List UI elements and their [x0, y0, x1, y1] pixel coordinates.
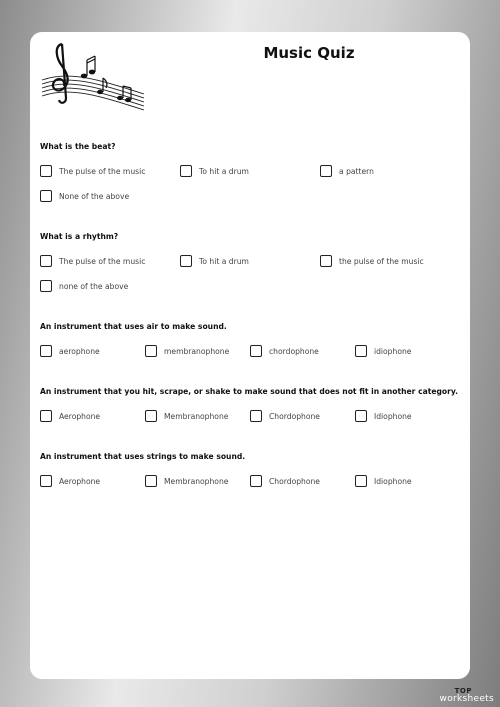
question-1-option-4[interactable]	[40, 188, 129, 204]
question-2-option-1[interactable]	[40, 253, 145, 269]
checkbox-icon[interactable]	[180, 165, 192, 177]
brand-bottom-text: worksheets	[439, 694, 494, 704]
checkbox-icon[interactable]	[40, 280, 52, 292]
checkbox-icon[interactable]	[40, 255, 52, 267]
option-label: Membranophone	[164, 476, 229, 486]
option-label: Chordophone	[269, 411, 320, 421]
question-5-option-2[interactable]	[145, 473, 228, 489]
option-label: None of the above	[59, 191, 130, 201]
question-1-option-1[interactable]	[40, 163, 145, 179]
checkbox-icon[interactable]	[145, 410, 157, 422]
question-4-option-2[interactable]	[145, 408, 228, 424]
option-label: aerophone	[59, 346, 100, 356]
question-4-option-4[interactable]	[355, 408, 412, 424]
question-2-option-3[interactable]	[320, 253, 424, 269]
checkbox-icon[interactable]	[355, 410, 367, 422]
checkbox-icon[interactable]	[320, 165, 332, 177]
option-label: Idiophone	[374, 476, 412, 486]
checkbox-icon[interactable]	[180, 255, 192, 267]
checkbox-icon[interactable]	[355, 475, 367, 487]
checkbox-icon[interactable]	[40, 345, 52, 357]
option-label: none of the above	[59, 281, 129, 291]
option-label: The pulse of the music	[59, 256, 146, 266]
brand-logo	[440, 688, 494, 704]
option-label: chordophone	[269, 346, 319, 356]
question-5-option-4[interactable]	[355, 473, 412, 489]
option-label: Aerophone	[59, 411, 101, 421]
checkbox-icon[interactable]	[250, 410, 262, 422]
question-4-text: An instrument that you hit, scrape, or shake to make sound that does not fit in another category.	[40, 387, 459, 396]
question-1-option-3[interactable]	[320, 163, 374, 179]
checkbox-icon[interactable]	[355, 345, 367, 357]
page-title: Music Quiz	[263, 44, 355, 62]
checkbox-icon[interactable]	[145, 345, 157, 357]
option-label: Aerophone	[59, 476, 101, 486]
option-label: a pattern	[339, 166, 374, 176]
option-label: Membranophone	[164, 411, 229, 421]
question-5-option-1[interactable]	[40, 473, 100, 489]
question-5-text: An instrument that uses strings to make sound.	[40, 452, 246, 461]
option-label: The pulse of the music	[59, 166, 146, 176]
question-5-option-3[interactable]	[250, 473, 320, 489]
question-3-option-2[interactable]	[145, 343, 229, 359]
question-4-option-1[interactable]	[40, 408, 100, 424]
question-3-option-1[interactable]	[40, 343, 100, 359]
question-2-option-4[interactable]	[40, 278, 128, 294]
question-2-text: What is a rhythm?	[40, 232, 119, 241]
checkbox-icon[interactable]	[250, 475, 262, 487]
worksheet-sheet	[30, 32, 470, 679]
checkbox-icon[interactable]	[145, 475, 157, 487]
option-label: To hit a drum	[199, 256, 249, 266]
question-2-option-2[interactable]	[180, 253, 249, 269]
checkbox-icon[interactable]	[40, 410, 52, 422]
checkbox-icon[interactable]	[40, 165, 52, 177]
question-3-option-4[interactable]	[355, 343, 411, 359]
checkbox-icon[interactable]	[40, 475, 52, 487]
checkbox-icon[interactable]	[320, 255, 332, 267]
option-label: idiophone	[374, 346, 412, 356]
option-label: the pulse of the music	[339, 256, 424, 266]
question-3-option-3[interactable]	[250, 343, 319, 359]
option-label: membranophone	[164, 346, 230, 356]
option-label: Idiophone	[374, 411, 412, 421]
question-4-option-3[interactable]	[250, 408, 320, 424]
checkbox-icon[interactable]	[250, 345, 262, 357]
option-label: Chordophone	[269, 476, 320, 486]
question-1-option-2[interactable]	[180, 163, 249, 179]
checkbox-icon[interactable]	[40, 190, 52, 202]
question-3-text: An instrument that uses air to make sound.	[40, 322, 227, 331]
option-label: To hit a drum	[199, 166, 249, 176]
question-1-text: What is the beat?	[40, 142, 116, 151]
brand-top-text: TOP	[454, 687, 472, 695]
